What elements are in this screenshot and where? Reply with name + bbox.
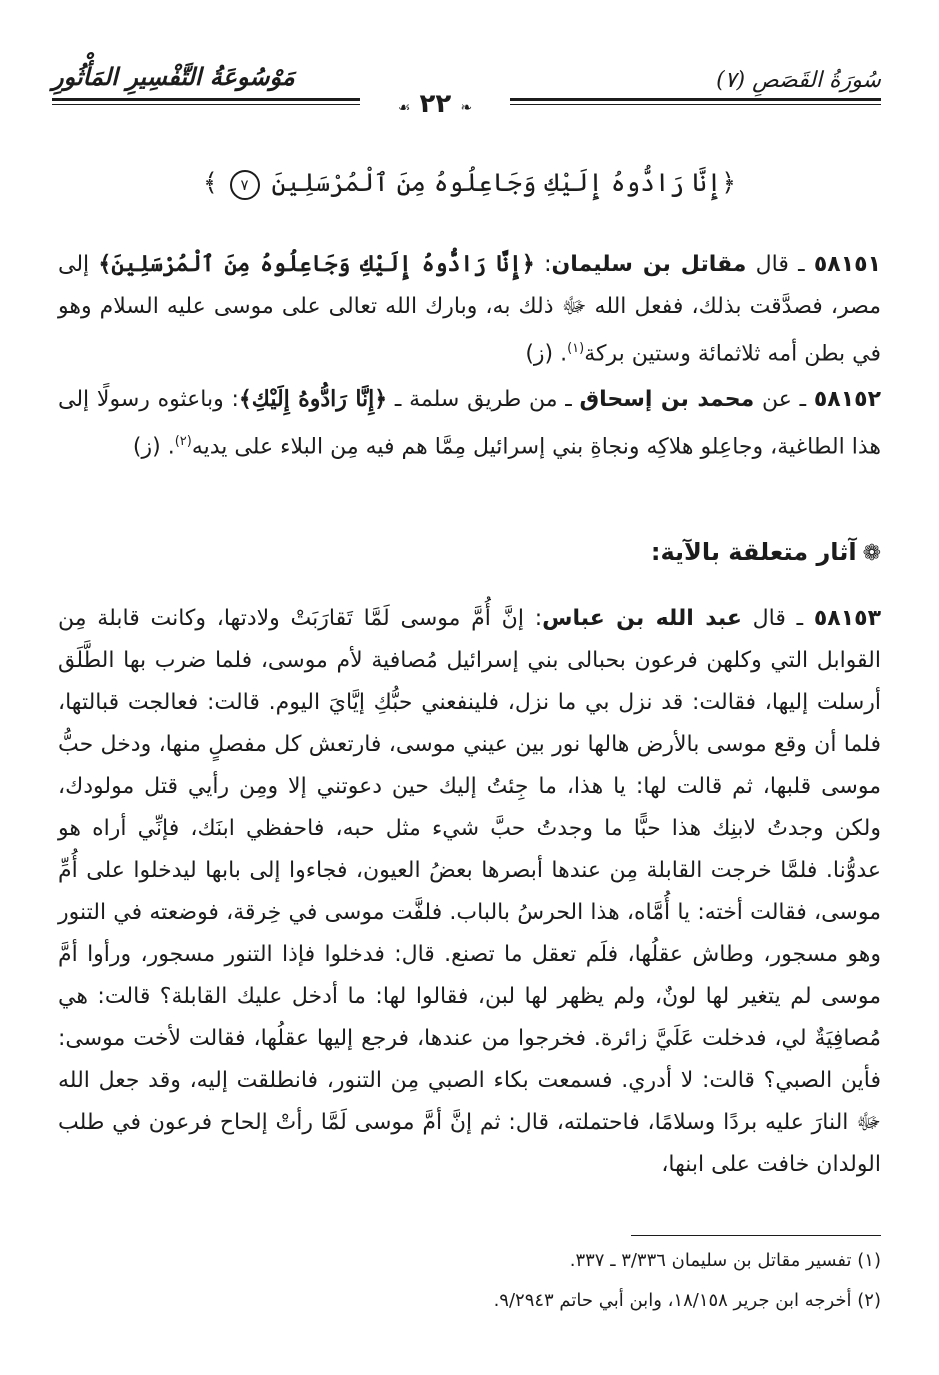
narrator-name: محمد بن إسحاق (579, 387, 755, 412)
narration-58151: ٥٨١٥١ ـ قال مقاتل بن سليمان: ﴿إِنَّا رَادُّوهُ إِلَيْكِ وَجَاعِلُوهُ مِنَ ٱلْمُرْسَلِينَ﴾ إلى مصر، فصدَّقت بذلك، ففعل الله ﷻ ذلك به، وبارك الله تعالى على موسى عليه السلام وهو في بطن أمه ثلاثمائة وستين بركة$^{(١)}$. (ز) (58, 251, 882, 367)
ornament-icon: ☙ (397, 99, 411, 116)
surah-title: سُورَةُ القَصَصِ (٧) (716, 68, 881, 93)
footnote-divider (631, 1235, 881, 1236)
quran-quote: ﴿إِنَّا رَادُّوهُ إِلَيْكِ وَجَاعِلُوهُ مِنَ ٱلْمُرْسَلِينَ﴾ (98, 251, 535, 277)
footnote-ref[interactable]: (١) (567, 341, 585, 356)
narration-number: ٥٨١٥٣ (813, 606, 881, 631)
section-heading: ❁آثار متعلقة بالآية: (650, 538, 881, 566)
flower-icon: ❁ (862, 541, 881, 566)
footnote-1: (١) تفسير مقاتل بن سليمان ٣/٣٣٦ ـ ٣٣٧. (569, 1250, 881, 1271)
ornament-icon: ❧ (460, 99, 473, 116)
footnote-ref[interactable]: (٢) (174, 434, 192, 449)
page-number: ٢٢ (419, 89, 452, 119)
verse-text: ﴿إِنَّا رَادُّوهُ إِلَيْكِ وَجَاعِلُوهُ مِنَ ٱلْمُرْسَلِينَ (271, 168, 737, 197)
verse-close: ﴾ (202, 168, 218, 197)
page-number-box (360, 86, 510, 122)
narration-58152: ٥٨١٥٢ ـ عن محمد بن إسحاق ـ من طريق سلمة ـ ﴿إِنَّا رَادُّوهُ إِلَيْكِ﴾: وباعثوه رسولًا إلى هذا الطاغية، وجاعِلو هلاكِه ونجاةِ بني إسرائيل مِمَّا هم فيه مِن البلاء على يديه$^{(٢)}$. (ز) (58, 386, 881, 460)
narration-58153: ٥٨١٥٣ ـ قال عبد الله بن عباس: إنَّ أُمَّ موسى لَمَّا تَقارَبَتْ ولادتها، وكانت قابلة مِن القوابل التي وكلهن فرعون بحبالى بني إسرائيل مُصافية لأم موسى، فلما ضرب بها الطَّلَق أرسلت إليها، فقالت: قد نزل بي ما نزل، فلينفعني حبُّكِ إيَّايَ اليوم. قالت: فعالجت قبالتها، فلما أن وقع موسى بالأرض هالها نور بين عيني موسى، فارتعش كل مفصلٍ منها، ودخل حبُّ موسى قلبها، ثم قالت لها: يا هذا، ما جِئتُ إليك حين دعوتني إلا ومِن رأيي قتل مولودك، ولكن وجدتُ لابنِك هذا حبًّا ما وجدتُ حبَّ شيء مثل حبه، فاحفظي ابنَك، فإنِّي أراه هو عدوُّنا. فلمَّا خرجت القابلة مِن عندها أبصرها بعضُ العيون، فجاءوا إلى بابها ليدخلوا على أُمِّ موسى، فقالت أخته: يا أُمَّاه، هذا الحرسُ بالباب. فلفَّت موسى في خِرقة، فوضعته في التنور وهو مسجور، وطاش عقلُها، فلَم تعقل ما تصنع. قال: فدخلوا فإذا التنور مسجور، ورأوا أمَّ موسى لم يتغير لها لونٌ، ولم يظهر لها لبن، فقالوا لها: ما أدخل عليك القابلة؟ قالت: هي مُصافِيَةٌ لي، فدخلت عَلَيَّ زائرة. فخرجوا من عندها، فرجع إليها عقلُها، فقالت لأخت موسى: فأين الصبي؟ قالت: لا أدري. فسمعت بكاء الصبي مِن التنور، فانطلقت إليه، وقد جعل الله ﷻ النارَ عليه بردًا وسلامًا، فاحتملته، قال: ثم إنَّ أمَّ موسى لَمَّا رأتْ إلحاح فرعون في طلب الولدان خافت على ابنها، (58, 606, 881, 1177)
footnote-2: (٢) أخرجه ابن جرير ١٨/١٥٨، وابن أبي حاتم ٩/٢٩٤٣. (493, 1290, 881, 1311)
narrator-name: عبد الله بن عباس (542, 606, 742, 631)
narrator-name: مقاتل بن سليمان (551, 252, 747, 277)
book-title: مَوْسُوعَةُ التَّفْسِيرِ المَأْثُورِ (52, 62, 295, 91)
verse-heading (58, 168, 881, 200)
quran-quote: ﴿إِنَّا رَادُّوهُ إِلَيْكِ﴾ (238, 386, 388, 412)
narration-number: ٥٨١٥٢ (813, 387, 881, 412)
verse-number: ٧ (230, 170, 260, 200)
narration-number: ٥٨١٥١ (813, 252, 882, 277)
